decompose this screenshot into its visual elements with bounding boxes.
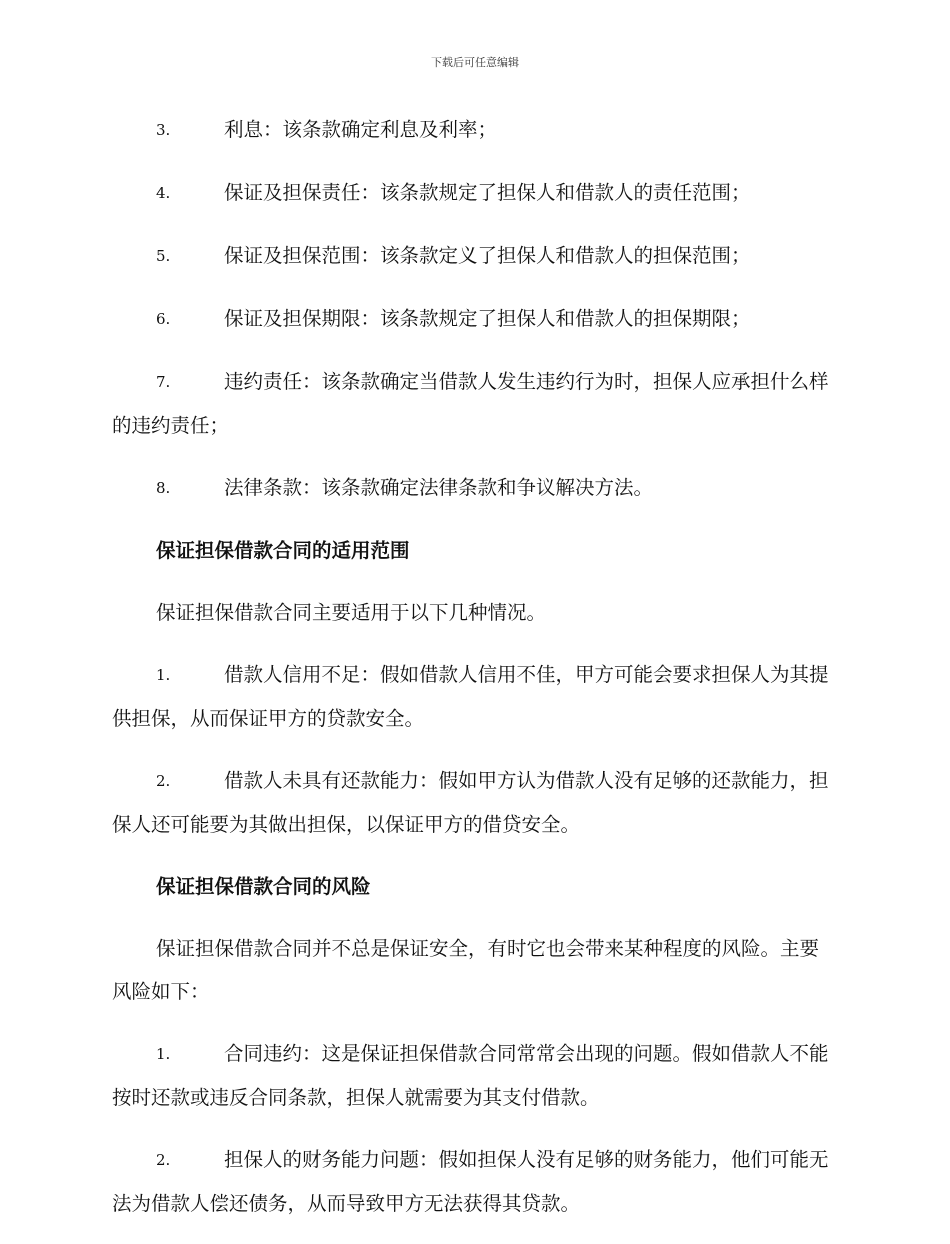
list-number: 2.: [156, 1151, 171, 1169]
list-item-text: 保证及担保责任：该条款规定了担保人和借款人的责任范围；: [224, 181, 751, 204]
paragraph: 保证担保借款合同并不总是保证安全，有时它也会带来某种程度的风险。主要风险如下：: [112, 937, 820, 1003]
list-number: 6.: [156, 310, 171, 328]
list-item-text: 违约责任：该条款确定当借款人发生违约行为时，担保人应承担什么样的违约责任；: [112, 370, 829, 437]
list-number: 3.: [156, 121, 171, 139]
list-number: 8.: [156, 479, 171, 497]
list-item: [112, 1138, 836, 1225]
page-header: 下载后可任意编辑: [431, 56, 519, 69]
list-number: 7.: [156, 373, 171, 391]
document-body: [112, 108, 836, 1244]
list-item: [112, 234, 836, 278]
list-item-text: 法律条款：该条款确定法律条款和争议解决方法。: [224, 476, 654, 499]
list-item-text: 借款人未具有还款能力：假如甲方认为借款人没有足够的还款能力，担保人还可能要为其做出担保，以保证甲方的借贷安全。: [112, 769, 829, 836]
list-item-text: 保证及担保期限：该条款规定了担保人和借款人的担保期限；: [224, 307, 751, 330]
section-heading: 保证担保借款合同的适用范围: [156, 539, 410, 562]
list-item: [112, 171, 836, 215]
list-number: 5.: [156, 247, 171, 265]
paragraph: 保证担保借款合同主要适用于以下几种情况。: [156, 601, 547, 624]
list-item-text: 利息：该条款确定利息及利率；: [224, 118, 498, 141]
list-item: [112, 108, 836, 152]
list-item: [112, 1032, 836, 1119]
list-item-text: 借款人信用不足：假如借款人信用不佳，甲方可能会要求担保人为其提供担保，从而保证甲方的贷款安全。: [112, 663, 829, 730]
list-number: 4.: [156, 184, 171, 202]
list-item-text: 合同违约：这是保证担保借款合同常常会出现的问题。假如借款人不能按时还款或违反合同条款，担保人就需要为其支付借款。: [112, 1042, 829, 1109]
list-number: 2.: [156, 772, 171, 790]
list-number: 1.: [156, 1045, 171, 1063]
list-item: [112, 653, 836, 740]
list-item: [112, 759, 836, 846]
list-item: [112, 297, 836, 341]
list-item-text: 保证及担保范围：该条款定义了担保人和借款人的担保范围；: [224, 244, 751, 267]
section-heading: 保证担保借款合同的风险: [156, 875, 371, 898]
list-item: [112, 360, 836, 447]
list-number: 1.: [156, 666, 171, 684]
list-item-text: 担保人的财务能力问题：假如担保人没有足够的财务能力，他们可能无法为借款人偿还债务，从而导致甲方无法获得其贷款。: [112, 1148, 829, 1215]
list-item: [112, 466, 836, 510]
